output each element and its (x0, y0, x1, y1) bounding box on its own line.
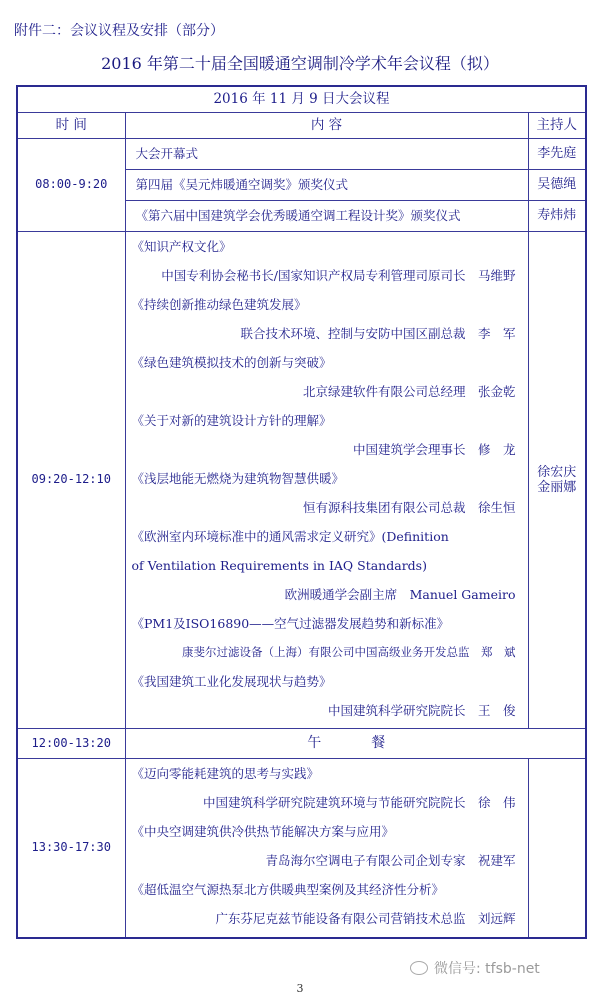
speaker-info: 欧洲暖通学会副主席 Manuel Gameiro (284, 586, 516, 602)
watermark-text: 微信号: tfsb-net (434, 961, 540, 977)
table-row (17, 138, 586, 169)
empty-host-cell (528, 758, 586, 938)
lunch-label: 午 餐 (125, 728, 586, 758)
session-time: 13:30-17:30 (17, 758, 125, 938)
talk-title: 《迈向零能耗建筑的思考与实践》 (131, 765, 320, 781)
talk-title: 《中央空调建筑供冷供热节能解决方案与应用》 (131, 823, 395, 839)
column-header-row (17, 112, 586, 138)
table-row (17, 231, 586, 728)
talk-title: 《欧洲室内环境标准中的通风需求定义研究》(Definition (131, 528, 449, 544)
agenda-item: 第四届《吴元炜暖通空调奖》颁奖仪式 (125, 169, 528, 200)
host-name: 吴德绳 (528, 169, 586, 200)
wechat-watermark (410, 958, 540, 978)
talk-title: 《我国建筑工业化发展现状与趋势》 (131, 673, 332, 689)
host-name: 徐宏庆 (537, 464, 577, 480)
talk-title: 《持续创新推动绿色建筑发展》 (131, 296, 307, 312)
agenda-item: 大会开幕式 (125, 138, 528, 169)
session-content (125, 231, 528, 728)
wechat-icon (410, 961, 428, 975)
session-time: 09:20-12:10 (17, 231, 125, 728)
speaker-info: 联合技术环境、控制与安防中国区副总裁 李 军 (240, 325, 516, 341)
table-row (17, 758, 586, 938)
speaker-info: 广东芬尼克兹节能设备有限公司营销技术总监 刘远辉 (215, 910, 516, 926)
page-number: 3 (296, 982, 304, 995)
date-header: 2016 年 11 月 9 日大会议程 (17, 86, 586, 112)
speaker-info: 中国建筑学会理事长 修 龙 (352, 441, 516, 457)
talk-title: 《超低温空气源热泵北方供暖典型案例及其经济性分析》 (131, 881, 445, 897)
lunch-time: 12:00-13:20 (17, 728, 125, 758)
agenda-item: 《第六届中国建筑学会优秀暖通空调工程设计奖》颁奖仪式 (125, 200, 528, 231)
talk-title: 《浅层地能无燃烧为建筑物智慧供暖》 (131, 470, 345, 486)
speaker-info: 中国建筑科学研究院院长 王 俊 (327, 702, 516, 718)
speaker-info: 北京绿建软件有限公司总经理 张金乾 (302, 383, 516, 399)
lunch-row (17, 728, 586, 758)
column-header-host: 主持人 (528, 112, 586, 138)
speaker-info: 恒有源科技集团有限公司总裁 徐生恒 (302, 499, 516, 515)
speaker-info: 青岛海尔空调电子有限公司企划专家 祝建军 (265, 852, 516, 868)
host-name: 李先庭 (528, 138, 586, 169)
speaker-info: 中国专利协会秘书长/国家知识产权局专利管理司原司长 马维野 (161, 267, 516, 283)
speaker-info: 中国建筑科学研究院建筑环境与节能研究院院长 徐 伟 (202, 794, 516, 810)
speaker-info: 康斐尔过滤设备（上海）有限公司中国高级业务开发总监 郑 斌 (182, 644, 516, 659)
date-header-row (17, 86, 586, 112)
column-header-time: 时 间 (17, 112, 125, 138)
session-hosts (528, 231, 586, 728)
session-time: 08:00-9:20 (17, 138, 125, 231)
talk-title: 《PM1及ISO16890——空气过滤器发展趋势和新标准》 (131, 615, 450, 631)
document-title: 2016 年第二十届全国暖通空调制冷学术年会议程（拟） (101, 54, 499, 73)
talk-title: of Ventilation Requirements in IAQ Standards) (131, 557, 427, 573)
column-header-content: 内 容 (125, 112, 528, 138)
host-name: 金丽娜 (537, 479, 577, 495)
session-content (125, 758, 528, 938)
talk-title: 《知识产权文化》 (131, 238, 232, 254)
talk-title: 《关于对新的建筑设计方针的理解》 (131, 412, 332, 428)
attachment-label: 附件二：会议议程及安排（部分） (14, 23, 224, 39)
agenda-table (16, 85, 587, 939)
talk-title: 《绿色建筑模拟技术的创新与突破》 (131, 354, 332, 370)
host-name: 寿炜炜 (528, 200, 586, 231)
